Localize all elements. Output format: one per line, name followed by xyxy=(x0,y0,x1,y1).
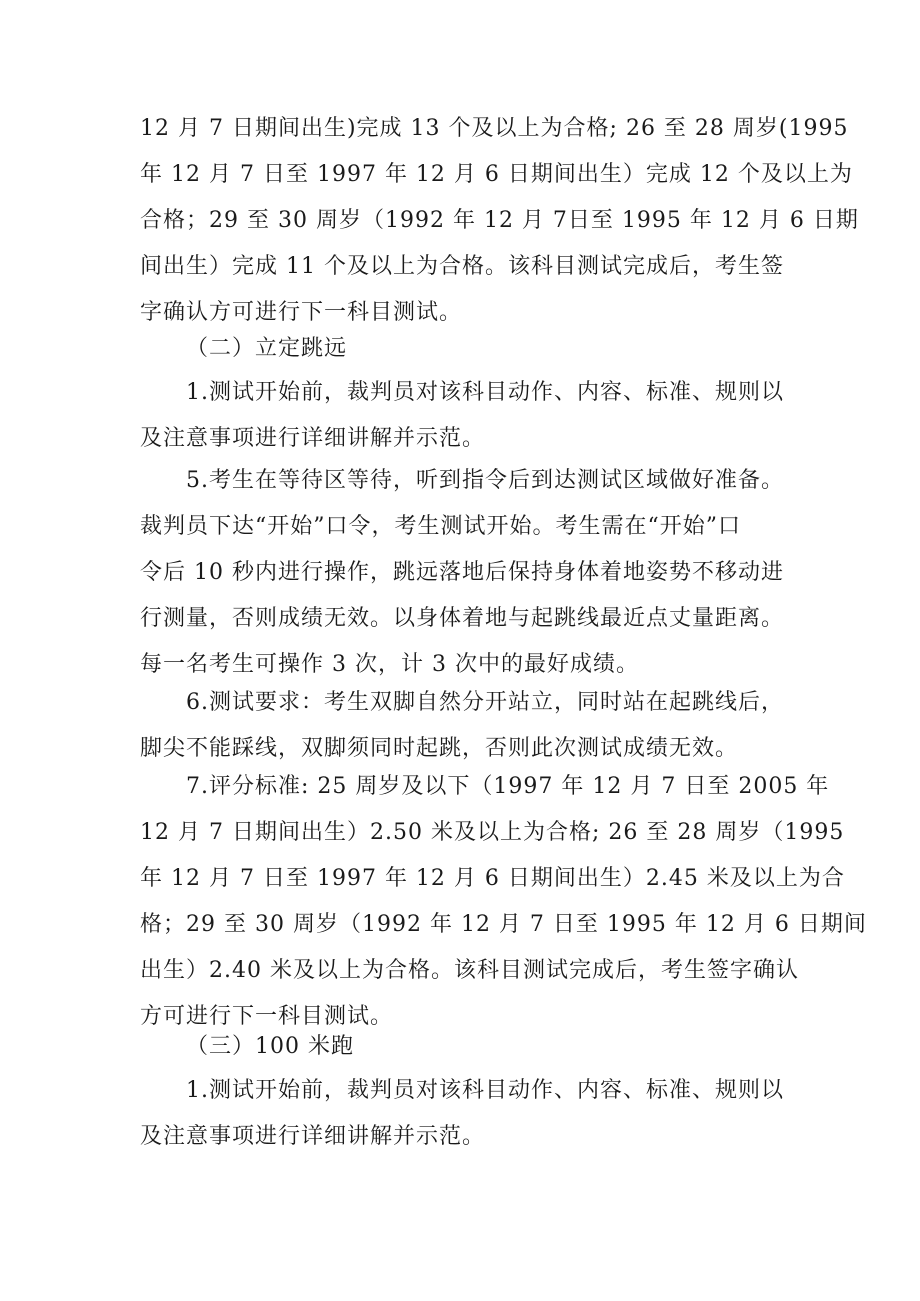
text-line: 出生）2.40 米及以上为合格。该科目测试完成后，考生签字确认 xyxy=(140,958,799,983)
text-line: 每一名考生可操作 3 次，计 3 次中的最好成绩。 xyxy=(140,652,639,677)
paragraph-long-jump-step-1 xyxy=(140,370,800,462)
text-line: 合格；29 至 30 周岁（1992 年 12 月 7日至 1995 年 12 月 6 日期 xyxy=(140,208,859,233)
text-line: 6.测试要求：考生双脚自然分开站立，同时站在起跳线后， xyxy=(186,690,784,715)
text-line: 年 12 月 7 日至 1997 年 12 月 6 日期间出生）2.45 米及以上为合 xyxy=(140,866,845,891)
paragraph-pullup-standards xyxy=(140,106,859,336)
text-line: 间出生）完成 11 个及以上为合格。该科目测试完成后，考生签 xyxy=(140,254,784,279)
text-line: 年 12 月 7 日至 1997 年 12 月 6 日期间出生）完成 12 个及以上为 xyxy=(140,162,853,187)
section-heading-standing-long-jump: （二）立定跳远 xyxy=(186,336,348,361)
text-line: 令后 10 秒内进行操作，跳远落地后保持身体着地姿势不移动进 xyxy=(140,560,784,585)
text-line: 7.评分标准: 25 周岁及以下（1997 年 12 月 7 日至 2005 年 xyxy=(186,774,830,799)
text-line: 裁判员下达“开始”口令，考生测试开始。考生需在“开始”口 xyxy=(140,514,741,539)
text-line: 字确认方可进行下一科目测试。 xyxy=(140,300,463,325)
paragraph-long-jump-step-5 xyxy=(140,458,800,688)
paragraph-100m-step-1 xyxy=(140,1068,800,1160)
text-line: 12 月 7 日期间出生）2.50 米及以上为合格; 26 至 28 周岁（1995 xyxy=(140,820,845,845)
paragraph-long-jump-step-6 xyxy=(140,680,800,772)
text-line: 5.考生在等待区等待，听到指令后到达测试区域做好准备。 xyxy=(186,468,784,493)
text-line: 脚尖不能踩线，双脚须同时起跳，否则此次测试成绩无效。 xyxy=(140,736,739,761)
section-heading-100m-run: （三）100 米跑 xyxy=(186,1034,354,1059)
text-line: 行测量，否则成绩无效。以身体着地与起跳线最近点丈量距离。 xyxy=(140,606,785,631)
text-line: 方可进行下一科目测试。 xyxy=(140,1004,394,1029)
text-line: 12 月 7 日期间出生)完成 13 个及以上为合格; 26 至 28 周岁(1995 xyxy=(140,116,849,141)
text-line: 1.测试开始前，裁判员对该科目动作、内容、标准、规则以 xyxy=(186,380,784,405)
text-line: 1.测试开始前，裁判员对该科目动作、内容、标准、规则以 xyxy=(186,1078,784,1103)
text-line: 及注意事项进行详细讲解并示范。 xyxy=(140,426,486,451)
text-line: 及注意事项进行详细讲解并示范。 xyxy=(140,1124,486,1149)
text-line: 格；29 至 30 周岁（1992 年 12 月 7 日至 1995 年 12 月 6 日期间 xyxy=(140,912,867,937)
paragraph-long-jump-step-7 xyxy=(140,764,867,1040)
